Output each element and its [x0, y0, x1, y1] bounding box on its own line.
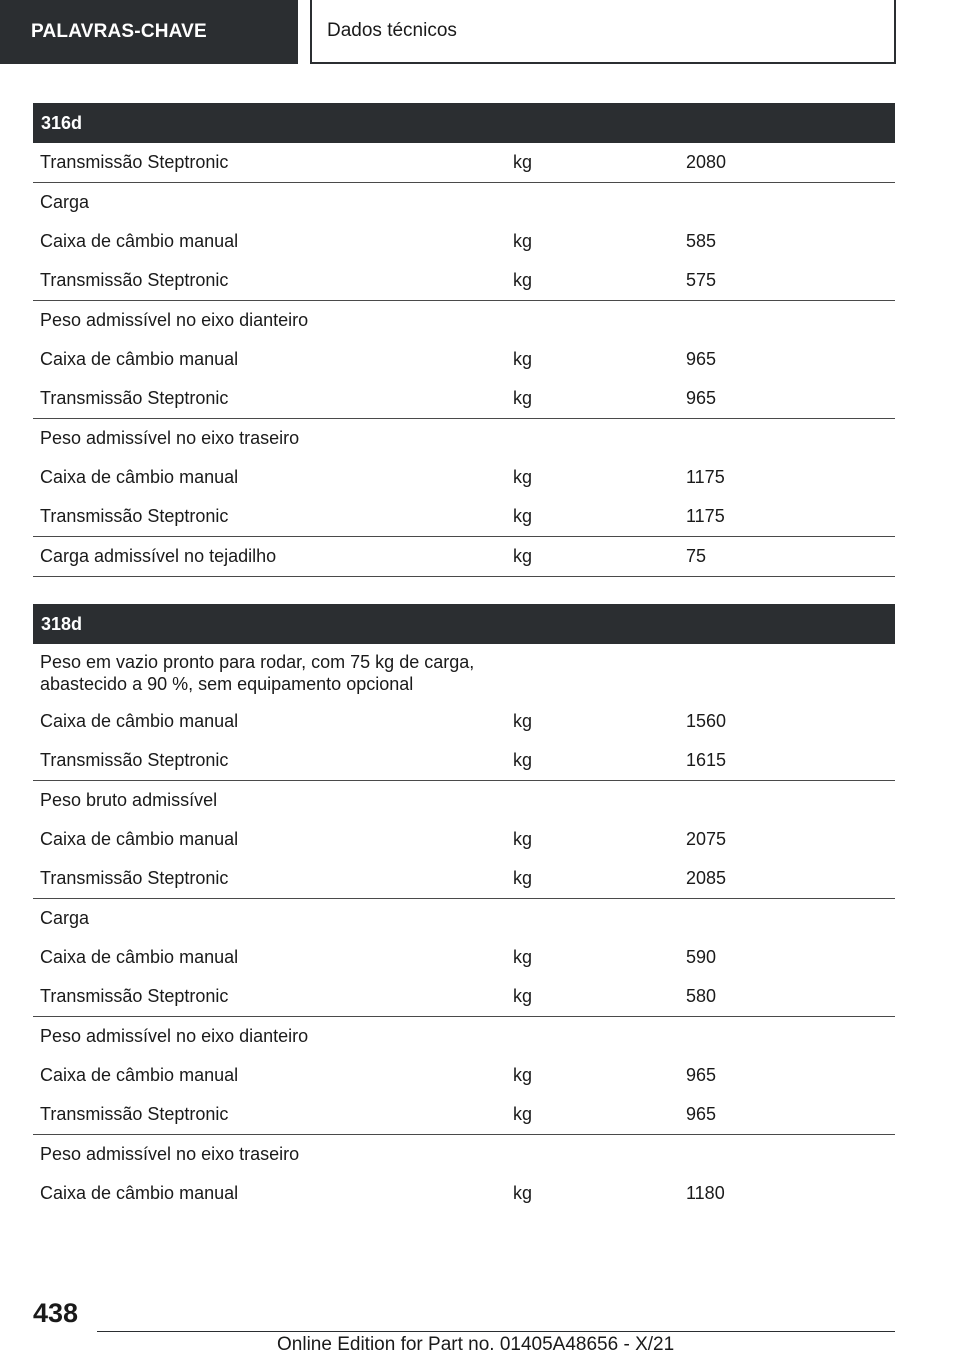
row-value: 965: [686, 388, 717, 408]
row-unit: kg: [513, 231, 533, 251]
table-header: [33, 604, 895, 644]
row-unit: kg: [513, 270, 533, 290]
row-unit: kg: [513, 152, 533, 172]
table-row: [33, 1095, 895, 1134]
row-label: Transmissão Steptronic: [40, 506, 229, 526]
row-unit: kg: [513, 546, 533, 566]
section-title-box: [310, 0, 896, 64]
table-row: [33, 222, 895, 261]
row-label: Caixa de câmbio manual: [40, 467, 239, 487]
row-unit: kg: [513, 986, 533, 1006]
row-label: Caixa de câmbio manual: [40, 1065, 239, 1085]
row-value: 965: [686, 1065, 717, 1085]
table-header: [33, 103, 895, 143]
row-label: Transmissão Steptronic: [40, 868, 229, 888]
table-row: [33, 379, 895, 418]
table-row: [33, 781, 895, 820]
row-value: 580: [686, 986, 717, 1006]
row-label: Peso admissível no eixo traseiro: [40, 1144, 300, 1164]
row-group: [33, 1135, 895, 1213]
row-value: 2080: [686, 152, 727, 172]
row-unit: kg: [513, 1104, 533, 1124]
row-value: 965: [686, 349, 717, 369]
table-row: [33, 458, 895, 497]
row-label: Caixa de câmbio manual: [40, 947, 239, 967]
row-group: [33, 419, 895, 537]
row-value: 1175: [686, 506, 725, 526]
footer-divider: [97, 1331, 895, 1332]
row-value: 1175: [686, 467, 725, 487]
table-row: [33, 702, 895, 741]
table-row: [33, 340, 895, 379]
table-row: [33, 143, 895, 182]
row-label: Caixa de câmbio manual: [40, 231, 239, 251]
keywords-tab[interactable]: [0, 0, 298, 64]
row-unit: kg: [513, 1183, 533, 1203]
table-row: [33, 497, 895, 536]
table-row: [33, 1056, 895, 1095]
row-value: 1180: [686, 1183, 725, 1203]
row-label: Carga admissível no tejadilho: [40, 546, 277, 566]
row-value: 585: [686, 231, 717, 251]
row-value: 965: [686, 1104, 717, 1124]
table-row: [33, 1174, 895, 1213]
row-value: 1560: [686, 711, 727, 731]
table-row: [33, 859, 895, 898]
table-row: [33, 183, 895, 222]
table-row: [33, 537, 895, 576]
row-value: 75: [686, 546, 707, 566]
table-row: [33, 899, 895, 938]
keywords-tab-label: PALAVRAS-CHAVE: [31, 21, 207, 42]
table-row: [33, 261, 895, 300]
table-row: [33, 419, 895, 458]
row-label: Carga: [40, 192, 90, 212]
table-row: [33, 977, 895, 1016]
row-label: Transmissão Steptronic: [40, 152, 229, 172]
row-unit: kg: [513, 1065, 533, 1085]
row-unit: kg: [513, 388, 533, 408]
row-unit: kg: [513, 467, 533, 487]
row-label: Peso bruto admissível: [40, 790, 218, 810]
row-unit: kg: [513, 750, 533, 770]
table-title: 318d: [41, 613, 83, 634]
row-value: 1615: [686, 750, 727, 770]
row-group: [33, 143, 895, 183]
row-unit: kg: [513, 868, 533, 888]
row-label: Transmissão Steptronic: [40, 388, 229, 408]
spec-table-318d: [33, 604, 895, 1213]
row-group: [33, 183, 895, 301]
row-label: Caixa de câmbio manual: [40, 1183, 239, 1203]
row-unit: kg: [513, 829, 533, 849]
page-number: 438: [33, 1298, 79, 1328]
table-row: [33, 1017, 895, 1056]
row-unit: kg: [513, 711, 533, 731]
row-label: Caixa de câmbio manual: [40, 711, 239, 731]
table-title: 316d: [41, 112, 83, 133]
row-value: 2085: [686, 868, 727, 888]
row-unit: kg: [513, 349, 533, 369]
row-label: Transmissão Steptronic: [40, 1104, 229, 1124]
table-row: [33, 741, 895, 780]
row-label: Peso admissível no eixo dianteiro: [40, 310, 309, 330]
edition-text: Online Edition for Part no. 01405A48656 - X/21: [277, 1334, 675, 1355]
spec-table-316d: [33, 103, 895, 577]
row-label: Transmissão Steptronic: [40, 270, 229, 290]
section-title: Dados técnicos: [327, 20, 457, 41]
page-header: [0, 0, 960, 66]
row-label: Transmissão Steptronic: [40, 986, 229, 1006]
row-group: [33, 899, 895, 1017]
row-label: Caixa de câmbio manual: [40, 829, 239, 849]
row-group: [33, 644, 895, 781]
row-label: Peso admissível no eixo dianteiro: [40, 1026, 309, 1046]
table-row: [33, 820, 895, 859]
row-group: [33, 537, 895, 577]
row-label: Peso admissível no eixo traseiro: [40, 428, 300, 448]
row-unit: kg: [513, 506, 533, 526]
row-label: Caixa de câmbio manual: [40, 349, 239, 369]
table-body: [33, 644, 895, 1213]
table-row: [33, 644, 895, 702]
row-unit: kg: [513, 947, 533, 967]
row-label: Peso em vazio pronto para rodar, com 75 kg de carga, abastecido a 90 %, sem equipamento opcional: [40, 652, 475, 694]
row-value: 590: [686, 947, 717, 967]
table-body: [33, 143, 895, 577]
row-group: [33, 781, 895, 899]
table-row: [33, 301, 895, 340]
row-label: Transmissão Steptronic: [40, 750, 229, 770]
row-value: 2075: [686, 829, 727, 849]
row-value: 575: [686, 270, 717, 290]
table-row: [33, 938, 895, 977]
row-group: [33, 1017, 895, 1135]
row-label: Carga: [40, 908, 90, 928]
table-row: [33, 1135, 895, 1174]
row-group: [33, 301, 895, 419]
